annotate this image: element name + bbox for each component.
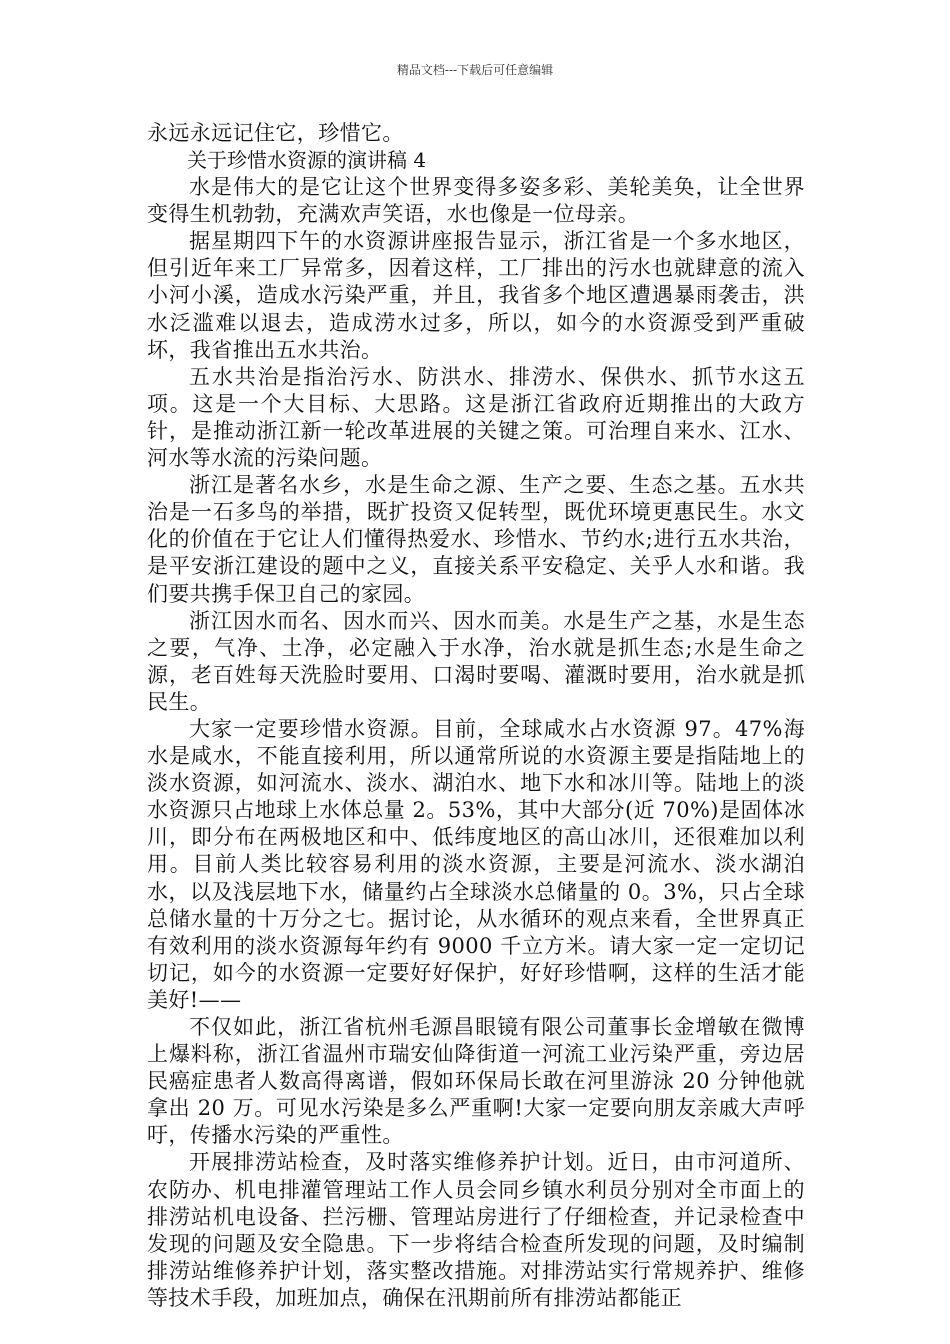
- paragraph-4: 浙江是著名水乡，水是生命之源、生产之要、生态之基。五水共治是一石多鸟的举措，既扩投资又促转型，既优环境更惠民生。水文化的价值在于它让人们懂得热爱水、珍惜水、节约水;进行五水共治，是平安浙江建设的题中之义，直接关系平安稳定、关乎人水和谐。我们要共携手保卫自己的家园。: [147, 473, 805, 606]
- page-header: 精品文档---下载后可任意编辑: [396, 63, 554, 77]
- document-body: [147, 120, 805, 1312]
- paragraph-7: 不仅如此，浙江省杭州毛源昌眼镜有限公司董事长金增敏在微博上爆料称，浙江省温州市瑞安仙降街道一河流工业污染严重，旁边居民癌症患者人数高得离谱，假如环保局长敢在河里游泳 20 分钟他就拿出 20 万。可见水污染是多么严重啊!大家一定要向朋友亲戚大声呼吁，传播水污染的严重性。: [147, 1015, 805, 1148]
- paragraph-3: 五水共治是指治污水、防洪水、排涝水、保供水、抓节水这五项。这是一个大目标、大思路。这是浙江省政府近期推出的大政方针，是推动浙江新一轮改革进展的关键之策。可治理自来水、江水、河水等水流的污染问题。: [147, 364, 805, 471]
- paragraph-6: 大家一定要珍惜水资源。目前，全球咸水占水资源 97。47%海水是咸水，不能直接利用，所以通常所说的水资源主要是指陆地上的淡水资源，如河流水、淡水、湖泊水、地下水和冰川等。陆地上的淡水资源只占地球上水体总量 2。53%，其中大部分(近 70%)是固体冰川，即分布在两极地区和中、低纬度地区的高山冰川，还很难加以利用。目前人类比较容易利用的淡水资源，主要是河流水、淡水湖泊水，以及浅层地下水，储量约占全球淡水总储量的 0。3%，只占全球总储水量的十万分之七。据讨论，从水循环的观点来看，全世界真正有效利用的淡水资源每年约有 9000 千立方米。请大家一定一定切记切记，如今的水资源一定要好好保护，好好珍惜啊，这样的生活才能美好!——: [147, 716, 805, 1012]
- paragraph-2: 据星期四下午的水资源讲座报告显示，浙江省是一个多水地区，但引近年来工厂异常多，因着这样，工厂排出的污水也就肆意的流入小河小溪，造成水污染严重，并且，我省多个地区遭遇暴雨袭击，洪水泛滥难以退去，造成涝水过多，所以，如今的水资源受到严重破坏，我省推出五水共治。: [147, 229, 805, 362]
- section-heading: 关于珍惜水资源的演讲稿 4: [187, 148, 427, 173]
- paragraph-8: 开展排涝站检查，及时落实维修养护计划。近日，由市河道所、农防办、机电排灌管理站工作人员会同乡镇水利员分别对全市面上的排涝站机电设备、拦污栅、管理站房进行了仔细检查，并记录检查中发现的问题及安全隐患。下一步将结合检查所发现的问题，及时编制排涝站维修养护计划，落实整改措施。对排涝站实行常规养护、维修等技术手段，加班加点，确保在汛期前所有排涝站都能正: [147, 1150, 805, 1310]
- paragraph-5: 浙江因水而名、因水而兴、因水而美。水是生产之基，水是生态之要，气净、土净，必定融入于水净，治水就是抓生态;水是生命之源，老百姓每天洗脸时要用、口渴时要喝、灌溉时要用，治水就是抓民生。: [147, 608, 805, 714]
- paragraph-1: 水是伟大的是它让这个世界变得多姿多彩、美轮美奂，让全世界变得生机勃勃，充满欢声笑语，水也像是一位母亲。: [147, 175, 805, 227]
- paragraph-continued: 永远永远记住它，珍惜它。: [147, 121, 404, 145]
